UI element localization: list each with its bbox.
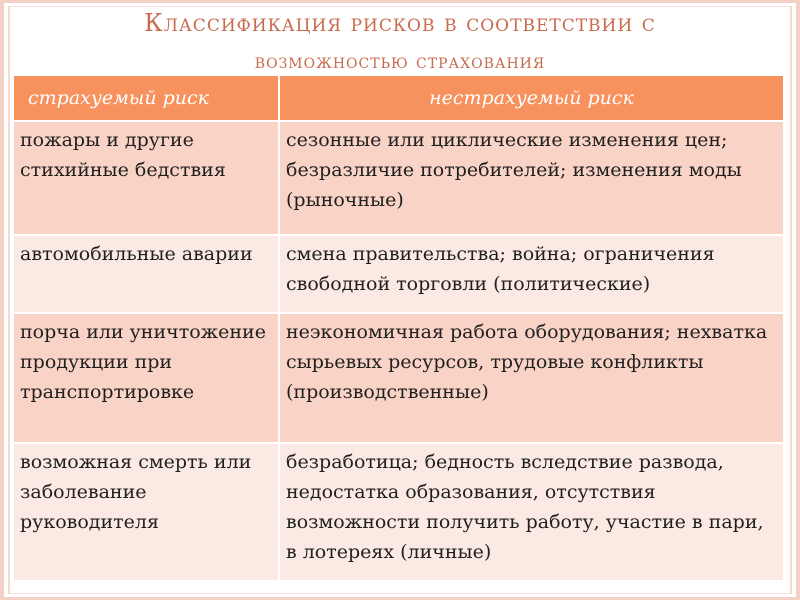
title-line-1: Классификация рисков в соответствии с bbox=[144, 9, 656, 37]
insurable-cell: пожары и другие стихийные бедствия bbox=[14, 121, 279, 235]
uninsurable-cell: смена правительства; война; ограничения свободной торговли (политические) bbox=[279, 235, 783, 313]
insurable-cell: возможная смерть или заболевание руководителя bbox=[14, 443, 279, 581]
table-row bbox=[14, 443, 783, 581]
title-line-2: возможностью страхования bbox=[254, 49, 546, 73]
table-row bbox=[14, 313, 783, 443]
slide-title bbox=[20, 4, 780, 80]
table-row bbox=[14, 121, 783, 235]
header-insurable-risk: страхуемый риск bbox=[14, 76, 279, 121]
insurable-cell: автомобильные аварии bbox=[14, 235, 279, 313]
table-row bbox=[14, 235, 783, 313]
insurable-cell: порча или уничтожение продукции при транспортировке bbox=[14, 313, 279, 443]
uninsurable-cell: сезонные или циклические изменения цен; безразличие потребителей; изменения моды (рыночные) bbox=[279, 121, 783, 235]
table-header-row bbox=[14, 76, 783, 121]
header-uninsurable-risk: нестрахуемый риск bbox=[279, 76, 783, 121]
risk-classification-table bbox=[14, 76, 783, 582]
uninsurable-cell: безработица; бедность вследствие развода, недостатка образования, отсутствия возможности получить работу, участие в пари, в лотереях (личные) bbox=[279, 443, 783, 581]
uninsurable-cell: неэкономичная работа оборудования; нехватка сырьевых ресурсов, трудовые конфликты (производственные) bbox=[279, 313, 783, 443]
